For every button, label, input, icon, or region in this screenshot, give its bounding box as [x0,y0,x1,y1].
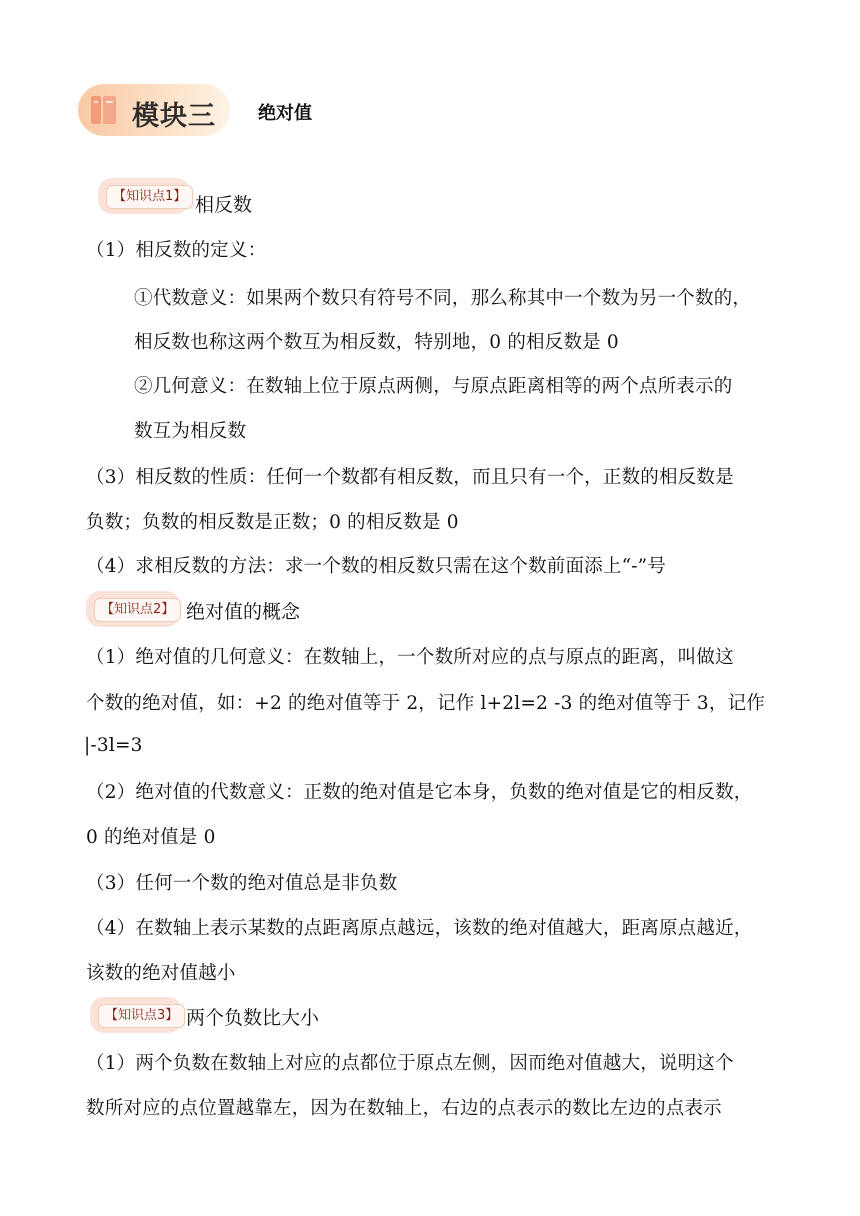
kp2-line-2: 个数的绝对值，如：+2 的绝对值等于 2，记作 l+2l=2 -3 的绝对值等于 3，记作 [86,693,765,714]
kp3-line-2: 数所对应的点位置越靠左，因为在数轴上，右边的点表示的数比左边的点表示 [86,1098,722,1119]
kp2-line-5: 0 的绝对值是 0 [86,827,216,848]
kp3-tag-label: 【知识点3】 [98,1004,185,1028]
kp1-tag-label: 【知识点1】 [106,185,193,209]
kp1-line-4: ②几何意义：在数轴上位于原点两侧，与原点距离相等的两个点所表示的 [134,376,733,397]
kp1-line-3: 相反数也称这两个数互为相反数，特别地，0 的相反数是 0 [134,332,619,353]
kp1-line-7: 负数；负数的相反数是正数；0 的相反数是 0 [86,512,459,533]
kp2-line-8: 该数的绝对值越小 [86,963,236,984]
kp2-line-1: （1）绝对值的几何意义：在数轴上，一个数所对应的点与原点的距离，叫做这 [86,647,734,668]
kp2-tag-label: 【知识点2】 [94,598,181,622]
kp1-title: 相反数 [195,194,253,216]
module-title: 绝对值 [258,103,312,124]
kp2-line-7: （4）在数轴上表示某数的点距离原点越远，该数的绝对值越大，距离原点越近， [86,918,753,939]
kp2-title: 绝对值的概念 [186,601,301,623]
module-badge-label: 模块三 [132,101,216,132]
kp1-line-5: 数互为相反数 [134,421,247,442]
kp2-tag [86,591,180,627]
kp3-tag [90,997,182,1033]
kp1-line-2: ①代数意义：如果两个数只有符号不同，那么称其中一个数为另一个数的， [134,288,752,309]
kp1-line-1: （1）相反数的定义： [86,240,267,261]
kp1-line-6: （3）相反数的性质：任何一个数都有相反数，而且只有一个，正数的相反数是 [86,467,734,488]
kp1-line-8: （4）求相反数的方法：求一个数的相反数只需在这个数前面添上“-”号 [86,556,667,577]
kp2-line-4: （2）绝对值的代数意义：正数的绝对值是它本身，负数的绝对值是它的相反数， [86,782,753,803]
kp1-tag [98,178,190,214]
kp3-title: 两个负数比大小 [186,1007,320,1029]
book-icon [91,96,116,124]
kp2-line-3: |-3l=3 [84,735,143,756]
kp3-line-1: （1）两个负数在数轴上对应的点都位于原点左侧，因而绝对值越大，说明这个 [86,1053,734,1074]
kp2-line-6: （3）任何一个数的绝对值总是非负数 [86,873,398,894]
